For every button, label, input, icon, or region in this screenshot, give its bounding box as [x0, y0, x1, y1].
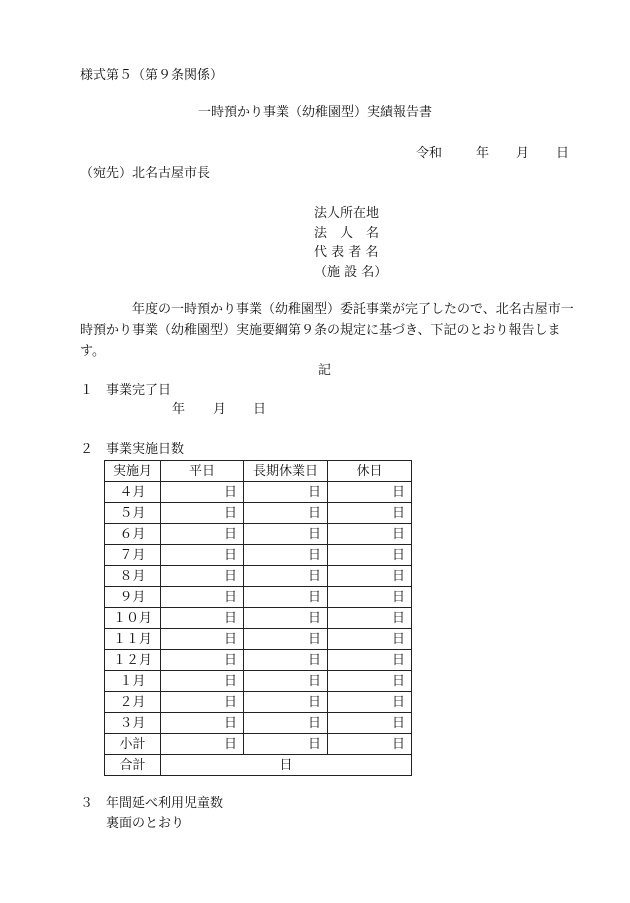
cell-holiday-days: 日	[328, 650, 412, 671]
cell-holiday-days: 日	[328, 524, 412, 545]
cell-weekday-days: 日	[161, 713, 244, 734]
cell-weekday-days: 日	[161, 692, 244, 713]
cell-holiday-days: 日	[328, 545, 412, 566]
section2-label: 事業実施日数	[106, 442, 185, 457]
cell-long-holiday-days: 日	[244, 524, 328, 545]
row-month: ９月	[105, 587, 161, 608]
cell-holiday-days: 日	[328, 482, 412, 503]
date-day: 日	[556, 146, 570, 161]
table-row-total	[105, 755, 412, 776]
cell-weekday-days: 日	[161, 734, 244, 755]
table-body	[105, 482, 412, 776]
cell-holiday-days: 日	[328, 503, 412, 524]
row-month: ６月	[105, 524, 161, 545]
row-month: 小計	[105, 734, 161, 755]
cell-holiday-days: 日	[328, 713, 412, 734]
header-long-holiday: 長期休業日	[244, 461, 328, 482]
cell-holiday-days: 日	[328, 734, 412, 755]
table-row	[105, 524, 412, 545]
section2-number: ２	[80, 442, 94, 457]
document-title: 一時預かり事業（幼稚園型）実績報告書	[197, 105, 432, 120]
completion-day: 日	[253, 402, 267, 417]
section3-number: ３	[80, 796, 94, 811]
section3-label: 年間延べ利用児童数	[106, 796, 224, 811]
corp-name-label: 法 人 名	[314, 226, 380, 241]
completion-year: 年	[172, 402, 186, 417]
date-era: 令和	[416, 146, 443, 161]
row-month: ２月	[105, 692, 161, 713]
cell-weekday-days: 日	[161, 671, 244, 692]
cell-weekday-days: 日	[161, 608, 244, 629]
row-month: １月	[105, 671, 161, 692]
report-body-text: 年度の一時預かり事業（幼稚園型）委託事業が完了したので、北名古屋市一時預かり事業（幼稚園型）実施要綱第９条の規定に基づき、下記のとおり報告します。	[80, 302, 574, 359]
table-row	[105, 587, 412, 608]
corp-address-label: 法人所在地	[314, 206, 380, 221]
cell-holiday-days: 日	[328, 566, 412, 587]
table-row	[105, 566, 412, 587]
cell-holiday-days: 日	[328, 587, 412, 608]
cell-long-holiday-days: 日	[244, 629, 328, 650]
completion-month: 月	[213, 402, 227, 417]
cell-holiday-days: 日	[328, 692, 412, 713]
cell-long-holiday-days: 日	[244, 734, 328, 755]
cell-long-holiday-days: 日	[244, 566, 328, 587]
section3-note: 裏面のとおり	[106, 816, 185, 831]
form-number: 様式第５（第９条関係）	[80, 68, 224, 83]
row-month: ４月	[105, 482, 161, 503]
table-row	[105, 692, 412, 713]
cell-long-holiday-days: 日	[244, 650, 328, 671]
row-month: １０月	[105, 608, 161, 629]
table-row	[105, 608, 412, 629]
row-month: １２月	[105, 650, 161, 671]
cell-holiday-days: 日	[328, 629, 412, 650]
date-month: 月	[516, 146, 530, 161]
row-month: ７月	[105, 545, 161, 566]
cell-weekday-days: 日	[161, 524, 244, 545]
cell-weekday-days: 日	[161, 503, 244, 524]
cell-weekday-days: 日	[161, 629, 244, 650]
row-month: ５月	[105, 503, 161, 524]
cell-weekday-days: 日	[161, 587, 244, 608]
table-row	[105, 482, 412, 503]
table-row	[105, 503, 412, 524]
table-row	[105, 650, 412, 671]
cell-weekday-days: 日	[161, 482, 244, 503]
cell-long-holiday-days: 日	[244, 503, 328, 524]
cell-long-holiday-days: 日	[244, 713, 328, 734]
table-row	[105, 713, 412, 734]
section1-label: 事業完了日	[106, 383, 172, 398]
cell-long-holiday-days: 日	[244, 482, 328, 503]
section1-number: １	[80, 383, 94, 398]
row-month: ８月	[105, 566, 161, 587]
cell-long-holiday-days: 日	[244, 545, 328, 566]
table-row	[105, 734, 412, 755]
header-weekday: 平日	[161, 461, 244, 482]
operation-days-table	[104, 460, 412, 776]
addressee: （宛先）北名古屋市長	[80, 166, 211, 181]
table-row	[105, 545, 412, 566]
facility-label: （施 設 名）	[314, 265, 388, 280]
cell-weekday-days: 日	[161, 566, 244, 587]
total-days-cell: 日	[161, 755, 412, 776]
cell-holiday-days: 日	[328, 671, 412, 692]
total-label: 合計	[105, 755, 161, 776]
table-row	[105, 629, 412, 650]
ki-heading: 記	[318, 363, 332, 378]
row-month: １１月	[105, 629, 161, 650]
date-year: 年	[476, 146, 490, 161]
cell-long-holiday-days: 日	[244, 692, 328, 713]
header-holiday: 休日	[328, 461, 412, 482]
representative-label: 代 表 者 名	[314, 245, 379, 260]
header-month: 実施月	[105, 461, 161, 482]
cell-weekday-days: 日	[161, 650, 244, 671]
table-row	[105, 671, 412, 692]
cell-holiday-days: 日	[328, 608, 412, 629]
cell-long-holiday-days: 日	[244, 671, 328, 692]
report-body	[80, 299, 580, 362]
cell-long-holiday-days: 日	[244, 587, 328, 608]
row-month: ３月	[105, 713, 161, 734]
cell-long-holiday-days: 日	[244, 608, 328, 629]
table-header-row	[105, 461, 412, 482]
cell-weekday-days: 日	[161, 545, 244, 566]
